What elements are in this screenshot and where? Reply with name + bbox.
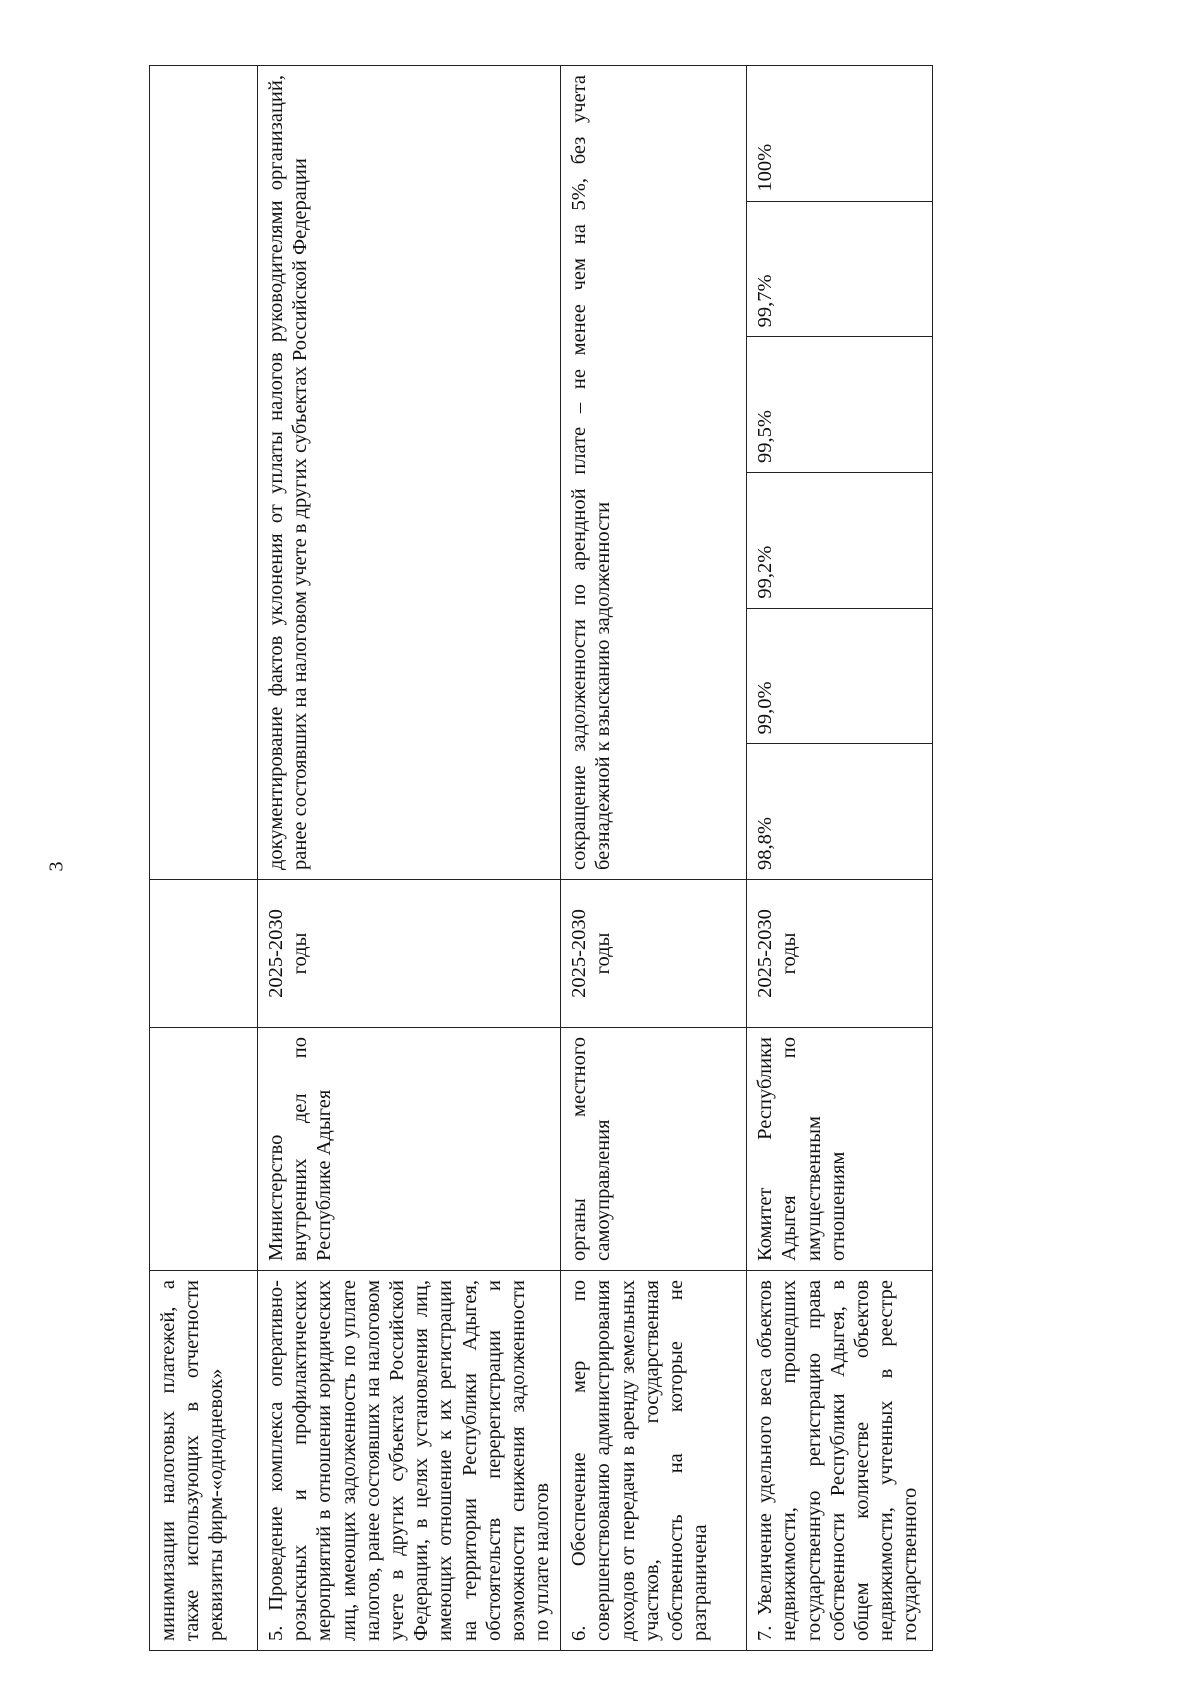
target-value-2025: 98,8% <box>747 743 932 879</box>
table-row <box>258 66 561 1651</box>
period-cell: 2025-2030 годы <box>258 880 561 1028</box>
result-cell: сокращение задолженности по арендной плате – не менее чем на 5%, без учета безнадежной к взысканию задолженности <box>561 66 747 880</box>
target-value-2028: 99,5% <box>747 336 932 472</box>
executor-cell: органы местного самоуправления <box>561 1028 747 1271</box>
target-value-2026: 99,0% <box>747 608 932 744</box>
target-value-2030: 100% <box>754 143 777 192</box>
activity-cell: 7. Увеличение удельного веса объектов недвижимости, прошедших государственную регистрацию права собственности Республики Адыгея, в общем количестве объектов недвижимости, учтенных в реестре государственного <box>747 1271 933 1651</box>
activity-cell: 6. Обеспечение мер по совершенствованию администрирования доходов от передачи в аренду земельных участков, государственная собственность на которые не разграничена <box>561 1271 747 1651</box>
result-cell <box>150 66 258 880</box>
executor-cell <box>150 1028 258 1271</box>
activity-cell: минимизации налоговых платежей, а также использующих в отчетности реквизиты фирм-«однодневок» <box>150 1271 258 1651</box>
period-cell: 2025-2030 годы <box>747 880 933 1028</box>
period-cell: 2025-2030 годы <box>561 880 747 1028</box>
page-number: 3 <box>45 861 68 872</box>
executor-cell: Комитет Республики Адыгея по имущественным отношениям <box>747 1028 933 1271</box>
target-values-cell <box>747 66 933 880</box>
executor-cell: Министерство внутренних дел по Республике Адыгея <box>258 1028 561 1271</box>
target-value-2027: 99,2% <box>747 472 932 608</box>
period-cell <box>150 880 258 1028</box>
target-values-grid <box>747 66 932 879</box>
plan-table-rotated <box>149 66 922 1651</box>
table-row <box>150 66 258 1651</box>
target-value-2029: 99,7% <box>747 201 932 337</box>
table-row <box>561 66 747 1651</box>
result-cell: документирование фактов уклонения от уплаты налогов руководителями организаций, ранее состоявших на налоговом учете в других субъектах Российской Федерации <box>258 66 561 880</box>
plan-table <box>149 65 933 1651</box>
table-row <box>747 66 933 1651</box>
activity-cell: 5. Проведение комплекса оперативно-розыскных и профилактических мероприятий в отношении юридических лиц, имеющих задолженность по уплате налогов, ранее состоявших на налоговом учете в других субъектах Российской Федерации, в целях установления лиц, имеющих отношение к их регистрации на территории Республики Адыгея, обстоятельств перерегистрации и возможности снижения задолженности по уплате налогов <box>258 1271 561 1651</box>
